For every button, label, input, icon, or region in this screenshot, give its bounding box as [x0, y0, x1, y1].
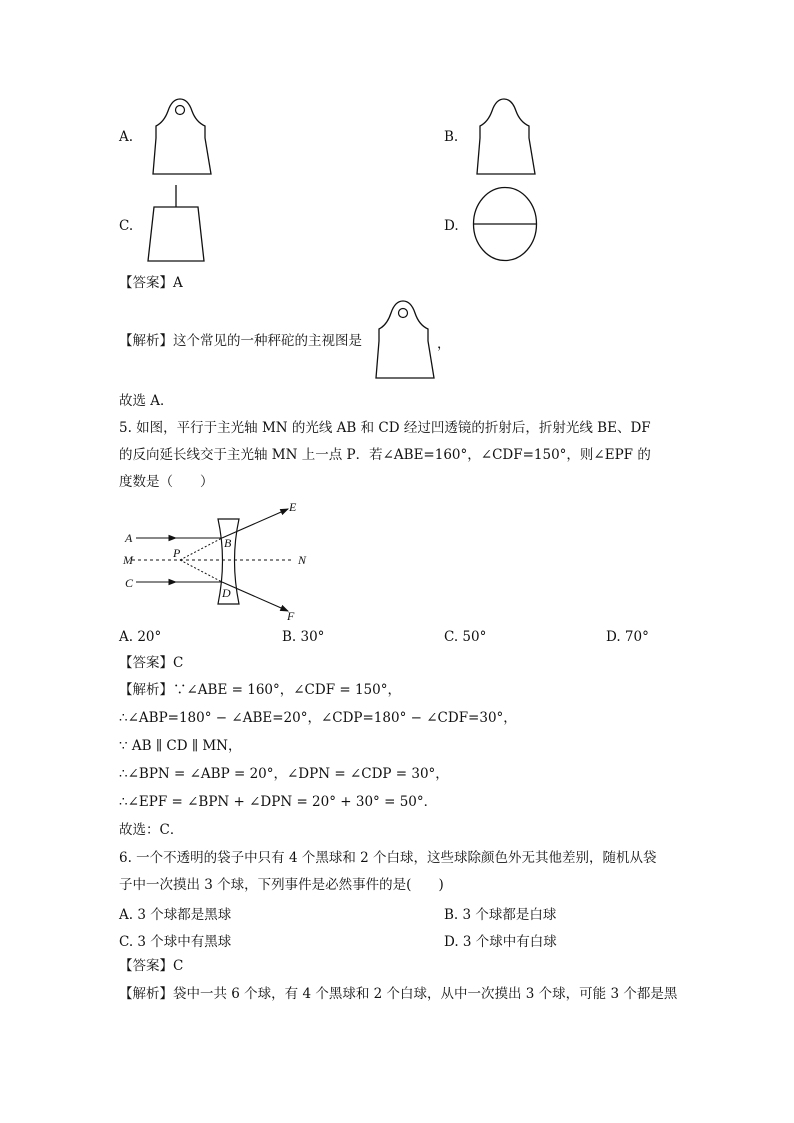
q5-option-a: A. 20° [119, 629, 162, 645]
q4-option-c-label: C. [119, 218, 134, 234]
q4-analysis-suffix: ， [437, 336, 451, 352]
label-e: E [289, 500, 297, 514]
q4-answer: 【答案】A [119, 275, 183, 291]
q4-option-b-label: B. [444, 129, 459, 145]
q4-option-c-figure [146, 185, 210, 263]
q6-option-d: D. 3 个球中有白球 [444, 934, 557, 950]
label-a: A [125, 531, 133, 545]
q5-stem-line-3: 度数是（ ） [119, 474, 214, 490]
q4-option-b-figure [474, 98, 536, 176]
q4-option-a-label: A. [119, 129, 134, 145]
label-n: N [298, 553, 307, 567]
q5-analysis-line-4: ∴∠BPN = ∠ABP = 20°，∠DPN = ∠CDP = 30°， [119, 766, 449, 782]
q4-conclusion: 故选 A． [119, 393, 174, 409]
q6-stem-line-1: 6. 一个不透明的袋子中只有 4 个黑球和 2 个白球，这些球除颜色外无其他差别，随机从袋 [119, 850, 657, 866]
q5-answer: 【答案】C [119, 655, 184, 671]
q4-analysis-figure [373, 300, 435, 380]
label-c: C [125, 576, 134, 590]
q4-analysis-text: 【解析】这个常见的一种秤砣的主视图是 [119, 333, 362, 349]
label-p: P [173, 546, 181, 560]
q5-option-c: C. 50° [444, 629, 487, 645]
q5-lens-diagram [118, 498, 318, 624]
q5-stem-line-2: 的反向延长线交于主光轴 MN 上一点 P．若∠ABE=160°，∠CDF=150°，则∠EPF 的 [119, 447, 651, 463]
q5-analysis-line-3: ∵ AB ∥ CD ∥ MN， [119, 738, 242, 754]
label-d: D [222, 586, 231, 600]
q6-analysis: 【解析】袋中一共 6 个球，有 4 个黑球和 2 个白球，从中一次摸出 3 个球，可能 3 个都是黑 [119, 986, 678, 1002]
q4-option-a-figure [150, 98, 212, 176]
label-f: F [287, 609, 295, 623]
q6-option-b: B. 3 个球都是白球 [444, 907, 557, 923]
q6-option-c: C. 3 个球中有黑球 [119, 934, 232, 950]
q5-option-d: D. 70° [606, 629, 649, 645]
q4-option-d-label: D. [444, 218, 459, 234]
ray-df [222, 582, 288, 611]
extension-pd [180, 560, 222, 582]
ray-be [222, 509, 288, 538]
q6-answer: 【答案】C [119, 958, 184, 974]
q6-stem-line-2: 子中一次摸出 3 个球，下列事件是必然事件的是( ) [119, 877, 444, 893]
q5-analysis-line-1: 【解析】∵∠ABE = 160°，∠CDF = 150°， [119, 682, 401, 698]
q5-analysis-line-2: ∴∠ABP=180° − ∠ABE=20°，∠CDP=180° − ∠CDF=30°， [119, 710, 517, 726]
q5-conclusion: 故选：C． [119, 822, 184, 838]
label-b: B [224, 536, 232, 550]
q5-stem-line-1: 5. 如图，平行于主光轴 MN 的光线 AB 和 CD 经过凹透镜的折射后，折射光线 BE、DF [119, 420, 651, 436]
q5-analysis-line-5: ∴∠EPF = ∠BPN + ∠DPN = 20° + 30° = 50°． [119, 794, 438, 810]
label-m: M [123, 553, 133, 567]
q4-option-d-figure [472, 186, 538, 262]
q6-option-a: A. 3 个球都是黑球 [119, 907, 232, 923]
q5-option-b: B. 30° [282, 629, 325, 645]
extension-pb [180, 538, 222, 560]
